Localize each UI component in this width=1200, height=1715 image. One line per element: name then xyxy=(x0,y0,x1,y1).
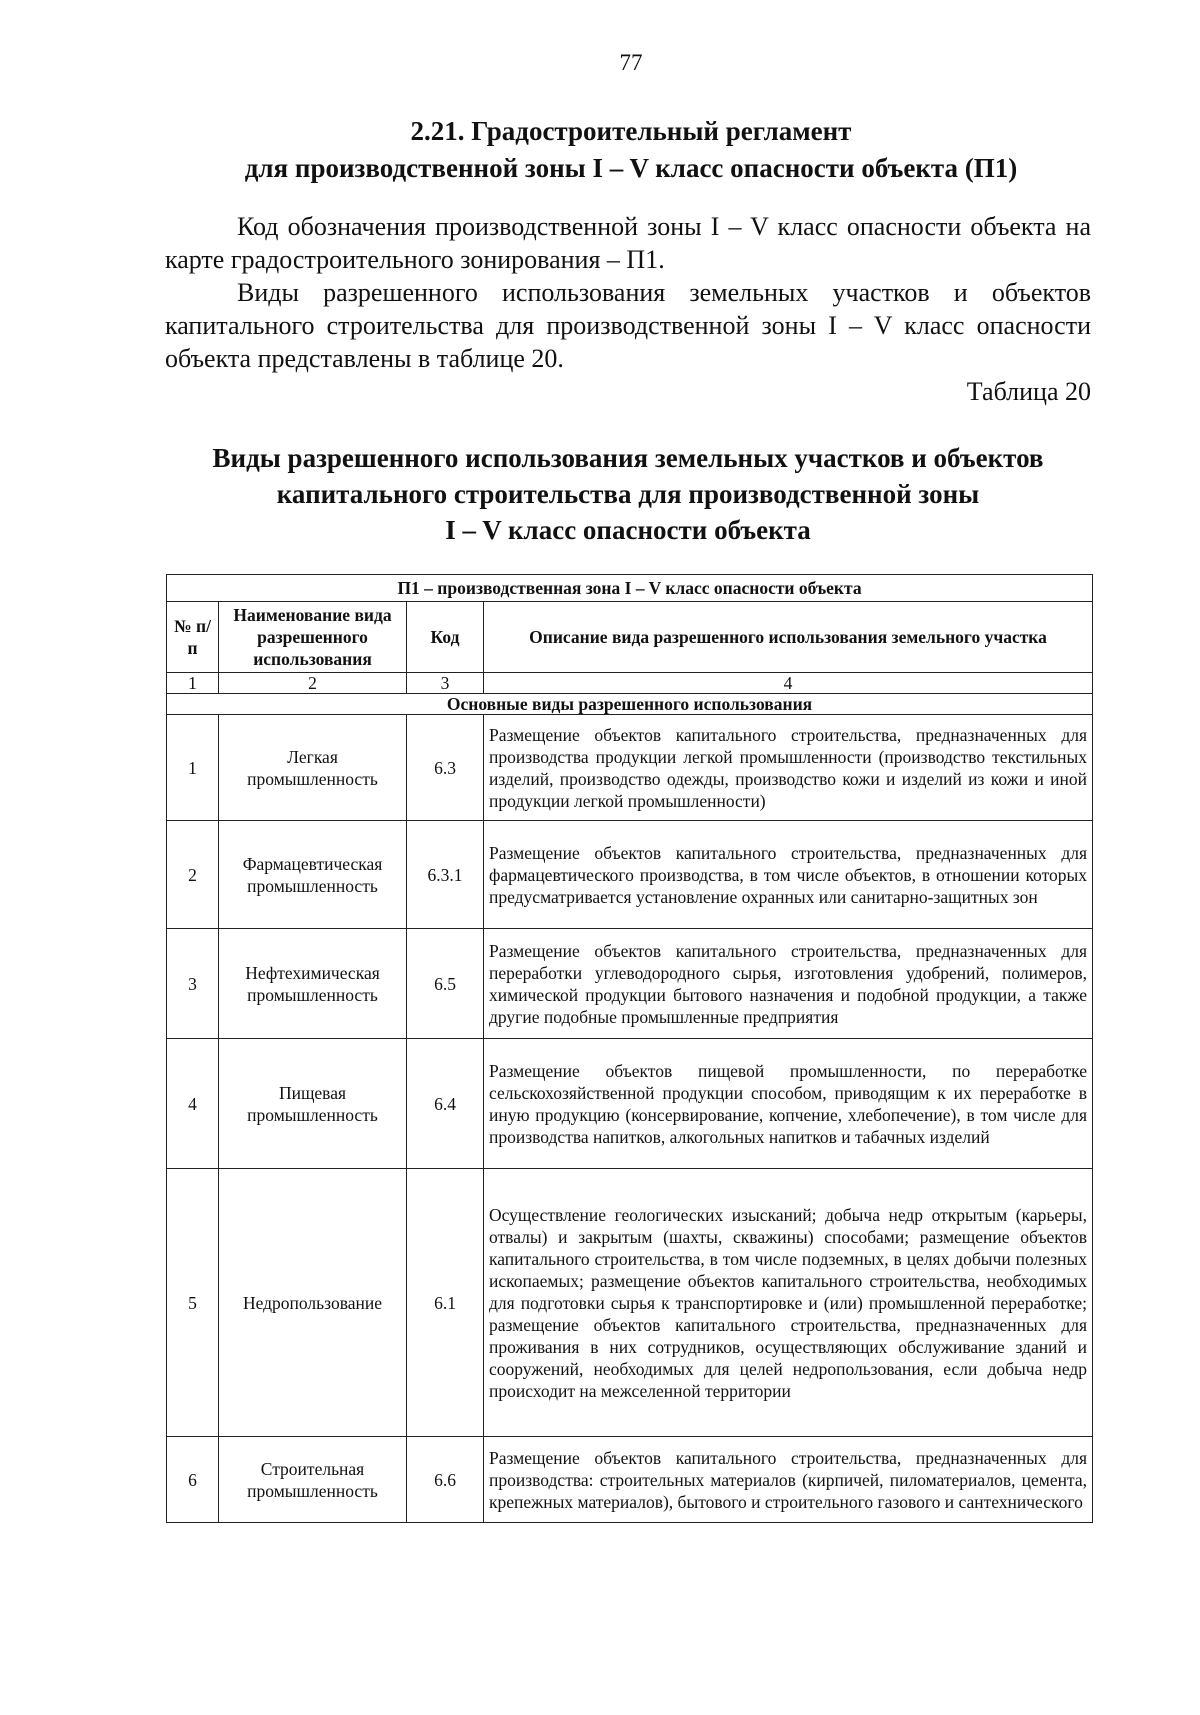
section-header-cell: Основные виды разрешенного использования xyxy=(167,694,1093,715)
row-name: Легкая промышленность xyxy=(219,715,407,821)
permitted-uses-table xyxy=(166,574,1093,1523)
zone-header-cell: П1 – производственная зона I – V класс опасности объекта xyxy=(167,575,1093,602)
row-code: 6.3.1 xyxy=(407,821,484,929)
table-title-line-1: Виды разрешенного использования земельных участков и объектов xyxy=(212,443,1044,473)
section-heading-line-2: для производственной зоны I – V класс опасности объекта (П1) xyxy=(244,153,1018,183)
page-number: 77 xyxy=(619,50,643,75)
row-description: Размещение объектов капитального строительства, предназначенных для производства продукции легкой промышленности (производство текстильных изделий, производство одежды, производство кожи и изделий из кожи и иной продукции легкой промышленности) xyxy=(484,715,1093,821)
table-title-line-3: I – V класс опасности объекта xyxy=(445,515,811,545)
column-header-description: Описание вида разрешенного использования земельного участка xyxy=(484,602,1093,673)
row-num: 6 xyxy=(167,1437,219,1523)
row-name: Пищевая промышленность xyxy=(219,1039,407,1169)
row-code: 6.1 xyxy=(407,1169,484,1437)
row-code: 6.4 xyxy=(407,1039,484,1169)
row-num: 4 xyxy=(167,1039,219,1169)
table-caption: Таблица 20 xyxy=(966,377,1091,406)
row-name: Строительная промышленность xyxy=(219,1437,407,1523)
row-description: Размещение объектов капитального строительства, предназначенных для фармацевтического производства, в том числе объектов, в отношении которых предусматривается установление охранных или санитарно-защитных зон xyxy=(484,821,1093,929)
column-header-num: № п/п xyxy=(167,602,219,673)
table-title-line-2: капитального строительства для производственной зоны xyxy=(276,479,980,509)
column-header-row xyxy=(167,602,1093,673)
column-number-row xyxy=(167,673,1093,694)
body-text xyxy=(165,210,1091,375)
row-code: 6.5 xyxy=(407,929,484,1039)
row-description: Размещение объектов капитального строительства, предназначенных для переработки углеводородного сырья, изготовления удобрений, полимеров, химической продукции бытового назначения и подобной продукции, а также другие подобные промышленные предприятия xyxy=(484,929,1093,1039)
column-number-2: 2 xyxy=(219,673,407,694)
row-num: 2 xyxy=(167,821,219,929)
row-num: 1 xyxy=(167,715,219,821)
column-header-name: Наименование вида разрешенного использования xyxy=(219,602,407,673)
table-row xyxy=(167,1039,1093,1169)
row-code: 6.3 xyxy=(407,715,484,821)
section-header-row xyxy=(167,694,1093,715)
section-heading xyxy=(0,113,1200,187)
column-number-3: 3 xyxy=(407,673,484,694)
row-description: Размещение объектов капитального строительства, предназначенных для производства: строительных материалов (кирпичей, пиломатериалов, цемента, крепежных материалов), бытового и строительного газового и сантехнического xyxy=(484,1437,1093,1523)
row-description: Размещение объектов пищевой промышленности, по переработке сельскохозяйственной продукции способом, приводящим к их переработке в иную продукцию (консервирование, копчение, хлебопечение), в том числе для производства напитков, алкогольных напитков и табачных изделий xyxy=(484,1039,1093,1169)
row-name: Недропользование xyxy=(219,1169,407,1437)
table-row xyxy=(167,929,1093,1039)
row-code: 6.6 xyxy=(407,1437,484,1523)
row-description: Осуществление геологических изысканий; добыча недр открытым (карьеры, отвалы) и закрытым (шахты, скважины) способами; размещение объектов капитального строительства, в том числе подземных, в целях добычи полезных ископаемых; размещение объектов капитального строительства, необходимых для подготовки сырья к транспортировке и (или) промышленной переработке; размещение объектов капитального строительства, предназначенных для проживания в них сотрудников, осуществляющих обслуживание зданий и сооружений, необходимых для целей недропользования, если добыча недр происходит на межселенной территории xyxy=(484,1169,1093,1437)
table-row xyxy=(167,1169,1093,1437)
table-row xyxy=(167,1437,1093,1523)
paragraph-zone-code: Код обозначения производственной зоны I – V класс опасности объекта на карте градостроительного зонирования – П1. xyxy=(165,212,1091,274)
column-number-1: 1 xyxy=(167,673,219,694)
table-title xyxy=(160,440,1096,548)
row-num: 3 xyxy=(167,929,219,1039)
row-name: Нефтехимическая промышленность xyxy=(219,929,407,1039)
row-num: 5 xyxy=(167,1169,219,1437)
paragraph-permitted-uses: Виды разрешенного использования земельных участков и объектов капитального строительства для производственной зоны I – V класс опасности объекта представлены в таблице 20. xyxy=(165,278,1091,373)
table-row xyxy=(167,821,1093,929)
table-row xyxy=(167,715,1093,821)
row-name: Фармацевтическая промышленность xyxy=(219,821,407,929)
section-heading-line-1: 2.21. Градостроительный регламент xyxy=(410,116,852,146)
column-header-code: Код xyxy=(407,602,484,673)
zone-header-row xyxy=(167,575,1093,602)
column-number-4: 4 xyxy=(484,673,1093,694)
